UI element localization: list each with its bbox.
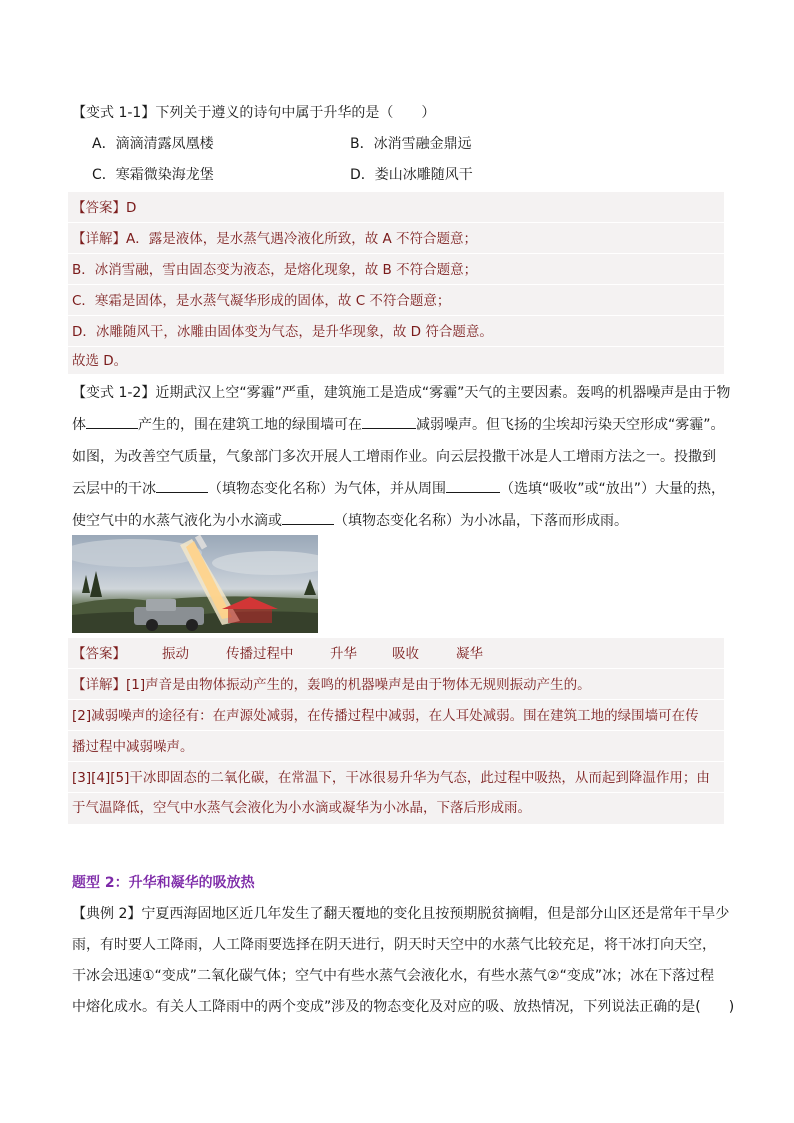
question-line: 如图，为改善空气质量，气象部门多次开展人工增雨作业。向云层投撒干冰是人工增雨方法之一。投撒到	[72, 449, 716, 465]
text-segment: （填物态变化名称）为小冰晶，下落而形成雨。	[334, 513, 628, 529]
question-1-2	[72, 382, 730, 404]
detail-row	[68, 254, 724, 285]
answer-value: 吸收	[392, 646, 419, 662]
answer-value: 传播过程中	[226, 646, 294, 662]
answer-value: D	[126, 200, 137, 216]
rocket-launch-photo	[72, 535, 318, 633]
detail-line: C．寒霜是固体，是水蒸气凝华形成的固体，故 C 不符合题意；	[72, 293, 451, 309]
example-line: 宁夏西海固地区近几年发生了翻天覆地的变化且按预期脱贫摘帽，但是部分山区还是常年干旱少	[141, 906, 730, 922]
question-tag: 【变式 1-1】	[72, 105, 156, 121]
question-line	[72, 478, 725, 500]
answer-value: 凝华	[456, 646, 483, 662]
detail-row	[68, 700, 724, 731]
text-segment: 云层中的干冰	[72, 481, 156, 497]
detail-line: 于气温降低，空气中水蒸气会液化为小水滴或凝华为小冰晶，下落后形成雨。	[72, 800, 531, 816]
fill-blank	[362, 414, 416, 429]
detail-row	[68, 762, 724, 793]
question-line	[72, 414, 725, 436]
detail-tag: 【详解】	[72, 231, 126, 247]
detail-line: [3][4][5]干冰即固态的二氧化碳，在常温下，干冰很易升华为气态，此过程中吸热，从而起到降温作用；由	[72, 770, 710, 786]
question-line	[72, 510, 628, 532]
detail-line: 播过程中减弱噪声。	[72, 739, 194, 755]
detail-row	[68, 793, 724, 824]
detail-line: B．冰消雪融，雪由固态变为液态，是熔化现象，故 B 不符合题意；	[72, 262, 478, 278]
fill-blank	[446, 478, 500, 493]
option-d: D．娄山冰雕随风干	[350, 167, 473, 183]
detail-line: [2]减弱噪声的途径有：在声源处减弱，在传播过程中减弱，在人耳处减弱。围在建筑工地的绿围墙可在传	[72, 708, 699, 724]
question-text: 近期武汉上空“雾霾”严重，建筑施工是造成“雾霾”天气的主要因素。轰鸣的机器噪声是由于物	[155, 385, 731, 401]
detail-line: A．露是液体，是水蒸气遇冷液化所致，故 A 不符合题意；	[126, 231, 478, 247]
text-segment: 使空气中的水蒸气液化为小水滴或	[72, 513, 282, 529]
text-segment: （选填“吸收”或“放出”）大量的热，	[500, 481, 726, 497]
example-2	[72, 903, 729, 925]
question-tag: 【变式 1-2】	[72, 385, 156, 401]
detail-row	[68, 347, 724, 374]
question-1-1	[72, 102, 435, 124]
text-segment: 减弱噪声。但飞扬的尘埃却污染天空形成“雾霾”。	[416, 417, 725, 433]
answer-block-1	[68, 192, 724, 374]
text-segment: 体	[72, 417, 86, 433]
fill-blank	[282, 510, 334, 525]
example-line: 雨，有时要人工降雨，人工降雨要选择在阴天进行，阴天时天空中的水蒸气比较充足，将干冰打向天空，	[72, 937, 716, 953]
detail-line: 故选 D。	[72, 353, 128, 369]
detail-row	[68, 731, 724, 762]
option-a: A．滴滴清露凤凰楼	[92, 136, 214, 152]
example-line: 中熔化成水。有关人工降雨中的两个变成”涉及的物态变化及对应的吸、放热情况，下列说法正确的是( )	[72, 999, 735, 1015]
section-title: 题型 2：升华和凝华的吸放热	[72, 875, 255, 891]
question-stem: 下列关于遵义的诗句中属于升华的是（ ）	[155, 105, 436, 121]
answer-row	[68, 638, 724, 669]
answer-block-2	[68, 638, 724, 824]
detail-row	[68, 285, 724, 316]
detail-row	[68, 316, 724, 347]
option-b: B．冰消雪融金鼎远	[350, 136, 472, 152]
detail-line: [1]声音是由物体振动产生的，轰鸣的机器噪声是由于物体无规则振动产生的。	[126, 677, 591, 693]
answer-row	[68, 192, 724, 223]
answer-value: 振动	[162, 646, 189, 662]
option-c: C．寒霜微染海龙堡	[92, 167, 214, 183]
answer-tag: 【答案】	[72, 646, 126, 662]
photo-illustration	[72, 535, 318, 633]
text-segment: 产生的，围在建筑工地的绿围墙可在	[138, 417, 362, 433]
fill-blank	[86, 414, 138, 429]
answer-value: 升华	[330, 646, 357, 662]
detail-row	[68, 669, 724, 700]
detail-row	[68, 223, 724, 254]
fill-blank	[156, 478, 208, 493]
detail-line: D．冰雕随风干，冰雕由固体变为气态，是升华现象，故 D 符合题意。	[72, 324, 493, 340]
answer-tag: 【答案】	[72, 200, 126, 216]
detail-tag: 【详解】	[72, 677, 126, 693]
example-line: 干冰会迅速①“变成”二氧化碳气体；空气中有些水蒸气会液化水，有些水蒸气②“变成”冰；冰在下落过程	[72, 968, 715, 984]
text-segment: （填物态变化名称）为气体，并从周围	[208, 481, 446, 497]
example-tag: 【典例 2】	[72, 906, 142, 922]
